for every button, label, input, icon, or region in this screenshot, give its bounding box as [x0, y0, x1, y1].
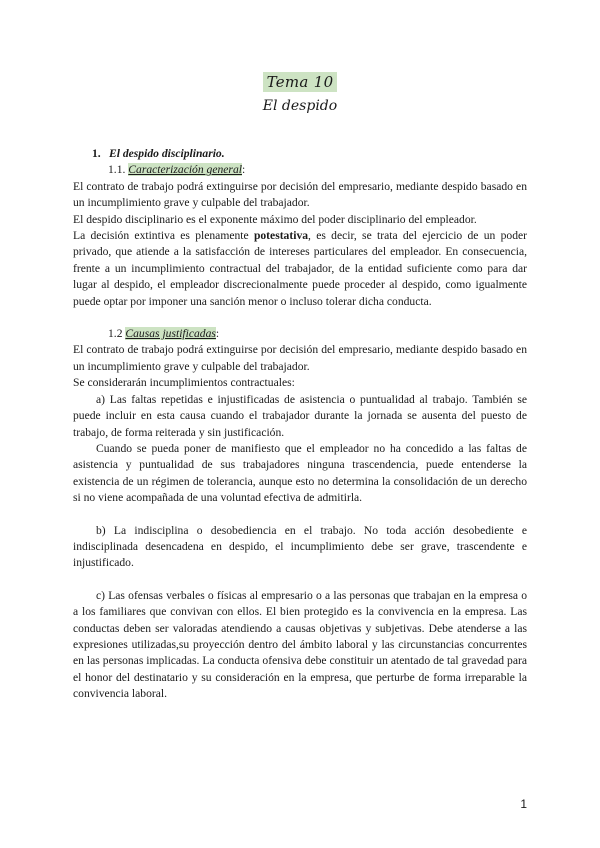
- section-title: El despido disciplinario.: [109, 147, 225, 160]
- paragraph: El despido disciplinario es el exponente máximo del poder disciplinario del empleador.: [73, 212, 477, 226]
- document-body: [73, 146, 527, 703]
- section-number: 1.: [92, 147, 101, 160]
- paragraph: El contrato de trabajo podrá extinguirse por decisión del empresario, mediante despido basado en un incumplimiento grave y culpable del trabajador.: [73, 179, 527, 210]
- list-item-c: c) Las ofensas verbales o físicas al empresario o a las personas que trabajan en la empresa o a los familiares que convivan con ellos. El bien protegido es la convivencia en la empresa. Las conductas deben ser valoradas atendiendo a causas objetivas y subjetivas. Debe atenderse a las expresiones utilizadas,su proyección dentro del ámbito laboral y las circunstancias concurrentes en las personas implicadas. La conducta ofensiva debe constituir un atentado de tal gravedad para el honor del destinatario y su consideración en la empresa, que perturbe de forma irreparable la convivencia laboral.: [73, 588, 527, 701]
- bold-term: potestativa: [253, 229, 309, 243]
- document-subtitle: El despido: [262, 98, 338, 114]
- subsection-title: Caracterización general: [128, 163, 242, 177]
- subsection-colon: :: [215, 327, 220, 341]
- list-item-b: b) La indisciplina o desobediencia en el trabajo. No toda acción desobediente e indisciplinada desencadena en despido, el incumplimiento debe ser grave, trascendente e injustificado.: [73, 523, 527, 570]
- subsection-heading: [73, 162, 527, 178]
- subsection-heading: [73, 326, 527, 342]
- paragraph: [73, 228, 527, 310]
- document-title: Tema 10: [263, 72, 338, 92]
- paragraph: Cuando se pueda poner de manifiesto que el empleador no ha concedido a las faltas de asistencia y puntualidad de sus trabajadores ninguna trascendencia, puede entenderse la existencia de un régimen de tolerancia, aunque esto no determina la consolidación de un derecho si no viene acompañada de una voluntad efectiva de admitirla.: [73, 441, 527, 505]
- page-number: 1: [520, 797, 527, 811]
- paragraph: El contrato de trabajo podrá extinguirse por decisión del empresario, mediante despido basado en un incumplimiento grave y culpable del trabajador.: [73, 343, 527, 373]
- subsection-colon: :: [241, 163, 246, 177]
- section-heading: [73, 146, 527, 162]
- subsection-title: Causas justificadas: [125, 327, 216, 341]
- subsection-number: 1.1.: [108, 163, 126, 177]
- list-item-a: a) Las faltas repetidas e injustificadas de asistencia o puntualidad al trabajo. También se puede incluir en esta causa cuando el trabajador durante la jornada se ausenta del puesto de trabajo, de forma reiterada y sin justificación.: [73, 392, 527, 439]
- subsection-number: 1.2: [108, 327, 123, 341]
- paragraph-text: La decisión extintiva es plenamente: [73, 229, 254, 243]
- title-block: [0, 72, 600, 114]
- paragraph-text: , es decir, se trata del ejercicio de un poder privado, que atiende a la satisfacción de intereses particulares del empleador. En consecuencia, frente a un incumplimiento contractual del trabajador, de la entidad suficiente como para dar lugar al despido, el empleador discrecionalmente puede proceder al despido, como igualmente puede optar por imponer una sanción menor o incluso tolerar dicha conducta.: [73, 229, 527, 308]
- paragraph: Se considerarán incumplimientos contractuales:: [73, 376, 295, 390]
